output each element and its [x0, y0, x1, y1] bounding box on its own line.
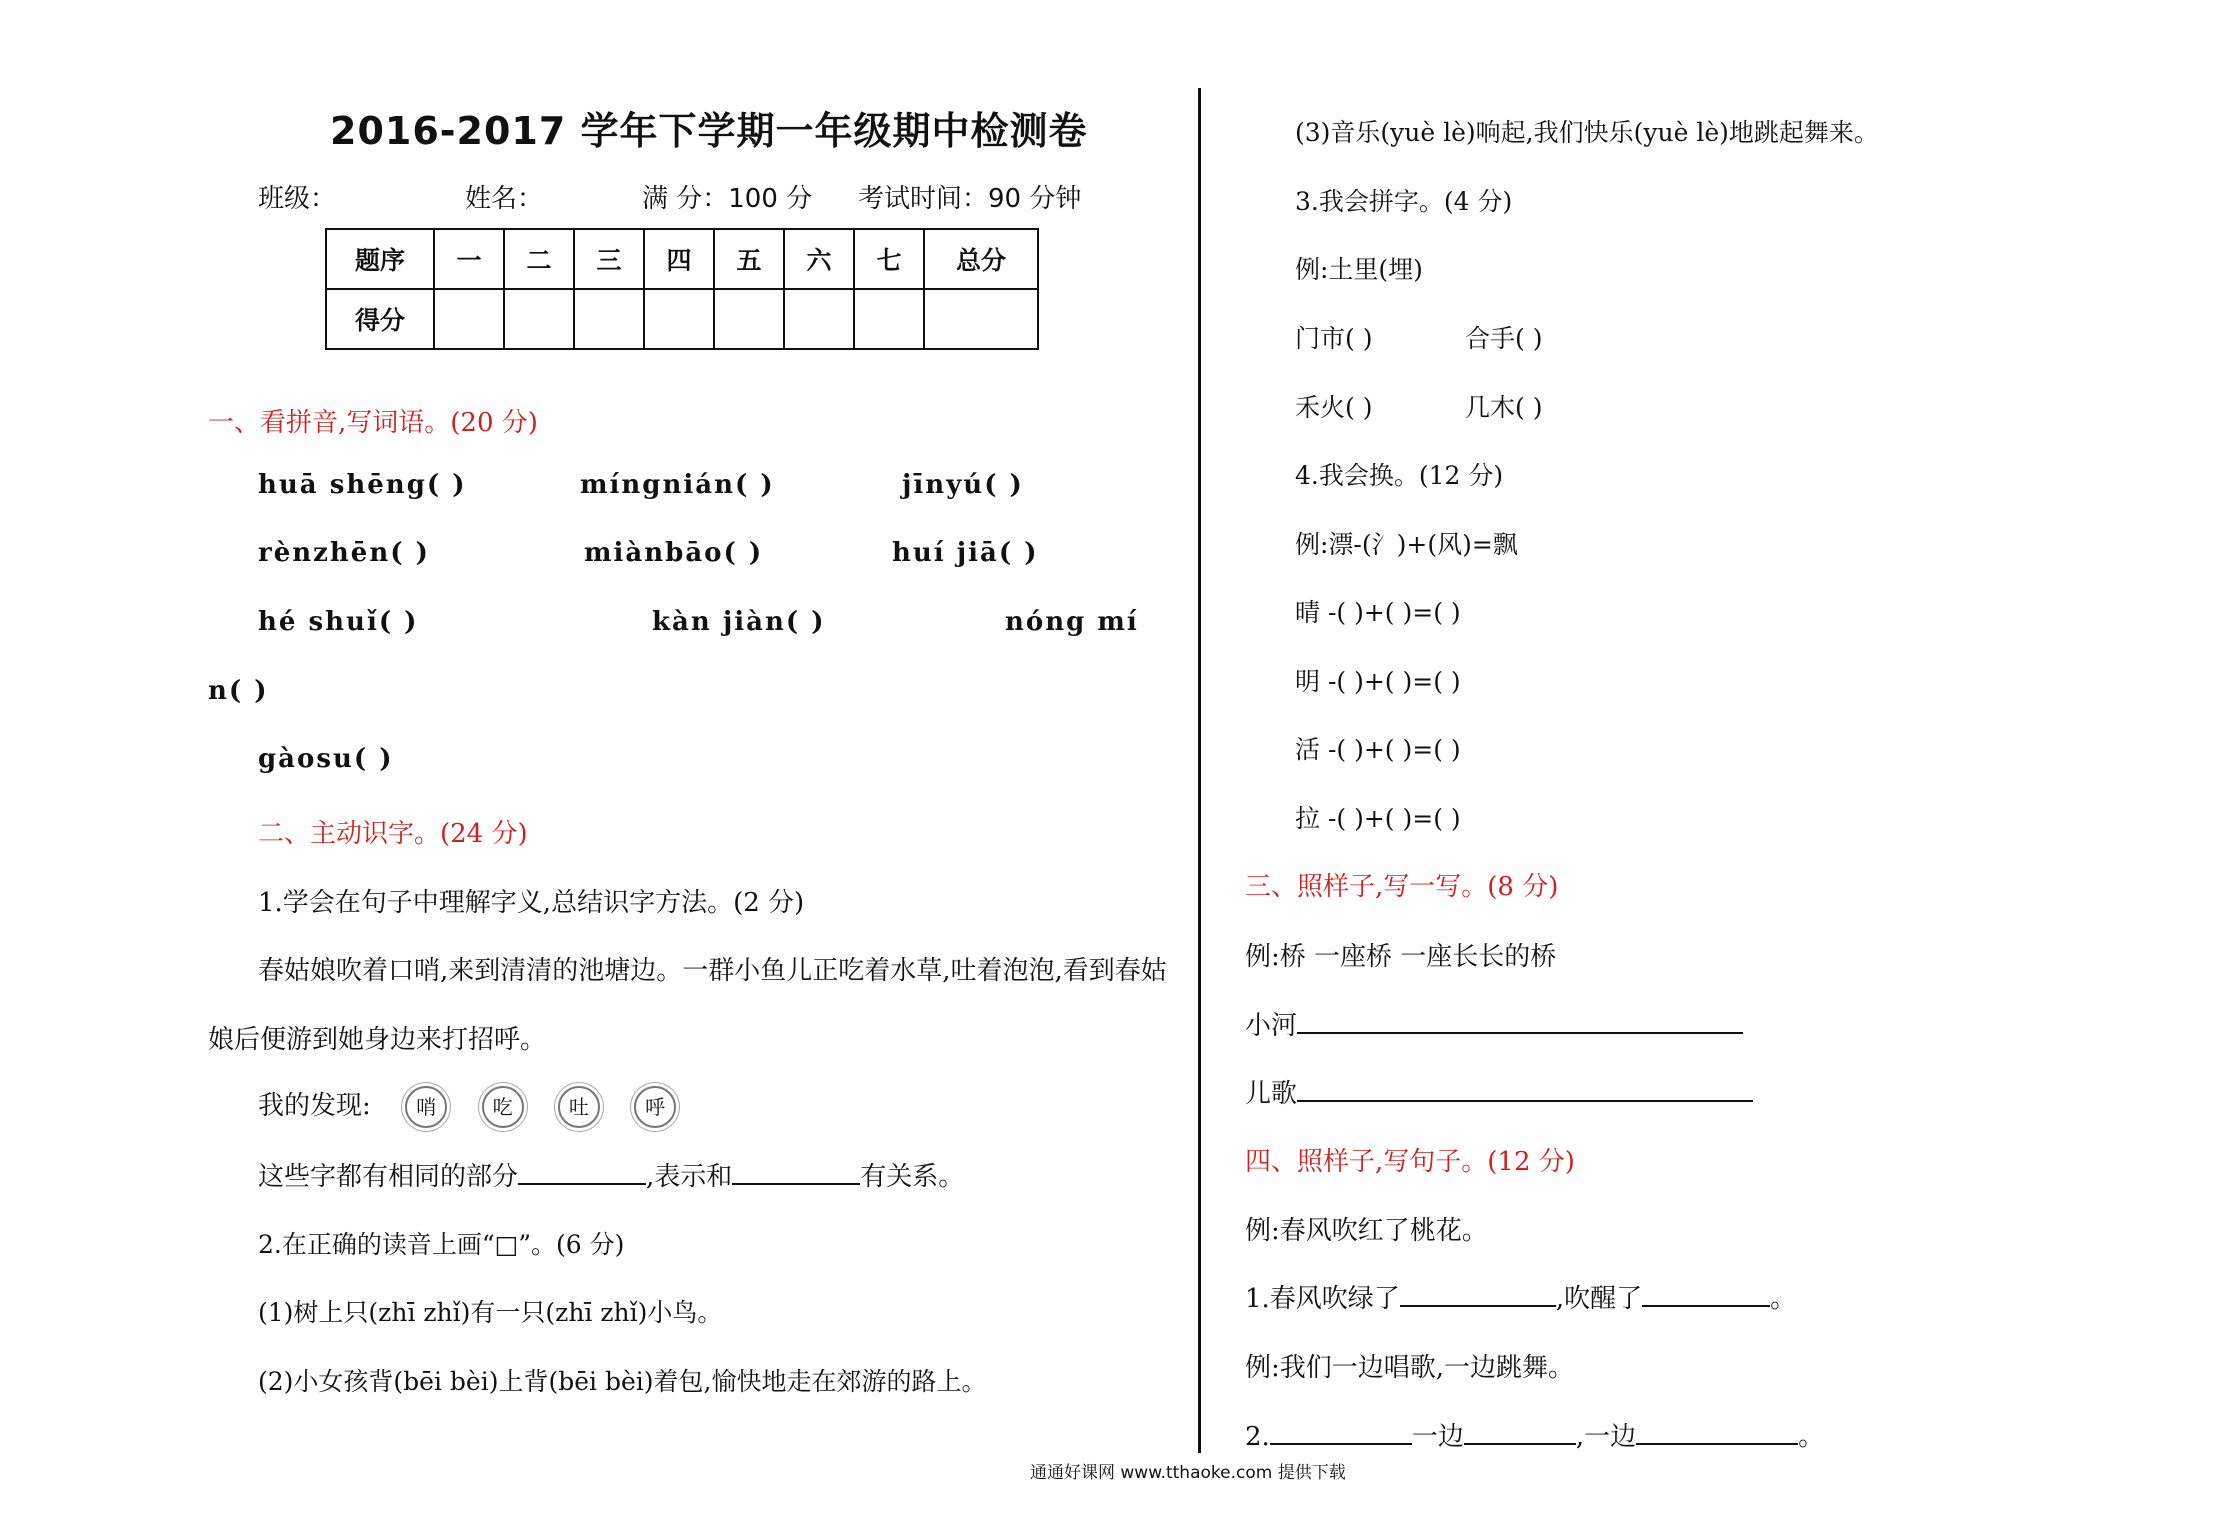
answer-blank[interactable]: [1642, 1283, 1770, 1307]
score-input-cell[interactable]: [574, 289, 644, 349]
discovery-row: [258, 1085, 702, 1128]
sentence-text: ,一边: [1575, 1422, 1637, 1452]
sentence-text: 有关系。: [860, 1162, 965, 1192]
circled-character: 吃: [482, 1086, 524, 1128]
table-cell: 五: [714, 229, 784, 289]
full-score: 满 分：100 分: [642, 184, 813, 214]
answer-blank[interactable]: [1636, 1421, 1798, 1445]
score-input-cell[interactable]: [434, 289, 504, 349]
score-input-cell[interactable]: [714, 289, 784, 349]
score-table: [325, 228, 1039, 350]
sentence-text: ,吹醒了: [1555, 1284, 1643, 1314]
question-4-example: 例:漂-(氵)+(风)=飘: [1295, 530, 1518, 559]
sentence-text: 。: [1798, 1422, 1825, 1452]
question-4-item: 拉 -( )+( )=( ): [1295, 804, 1461, 833]
table-cell: 七: [854, 229, 924, 289]
discovery-label: 我的发现:: [258, 1091, 371, 1121]
section-3-row: [1245, 1073, 1753, 1110]
question-3: 3.我会拼字。(4 分): [1295, 187, 1513, 216]
word-label: 儿歌: [1245, 1079, 1298, 1109]
score-input-cell[interactable]: [924, 289, 1038, 349]
section-4-example: 例:我们一边唱歌,一边跳舞。: [1245, 1353, 1575, 1383]
class-label: 班级：: [258, 184, 337, 214]
section-3-title: 三、照样子,写一写。(8 分): [1245, 872, 1559, 902]
pinyin-item: nóng mí: [1005, 607, 1139, 637]
table-cell: 一: [434, 229, 504, 289]
pinyin-item: miànbāo( ): [584, 538, 764, 568]
question-2-item: (3)音乐(yuè lè)响起,我们快乐(yuè lè)地跳起舞来。: [1295, 118, 1879, 147]
pinyin-item: huí jiā( ): [892, 538, 1039, 568]
score-table-header-row: [326, 229, 1038, 289]
passage-line: 娘后便游到她身边来打招呼。: [208, 1025, 547, 1055]
pinyin-item: jīnyú( ): [902, 470, 1024, 500]
table-cell: 题序: [326, 229, 434, 289]
question-1: 1.学会在句子中理解字义,总结识字方法。(2 分): [258, 888, 805, 918]
question-4-item: 晴 -( )+( )=( ): [1295, 598, 1461, 627]
exam-title: 2016-2017 学年下学期一年级期中检测卷: [330, 109, 1088, 153]
answer-blank[interactable]: [1297, 1010, 1743, 1034]
passage-line: 春姑娘吹着口哨,来到清清的池塘边。一群小鱼儿正吃着水草,吐着泡泡,看到春姑: [258, 956, 1167, 986]
question-2: 2.在正确的读音上画“□”。(6 分): [258, 1230, 625, 1259]
answer-blank[interactable]: [732, 1161, 860, 1185]
question-4-item: 活 -( )+( )=( ): [1295, 735, 1461, 764]
question-3-item: 几木( ): [1465, 393, 1543, 422]
section-4-title: 四、照样子,写句子。(12 分): [1245, 1147, 1575, 1177]
question-3-example: 例:土里(埋): [1295, 255, 1423, 284]
exam-time: 考试时间：90 分钟: [858, 184, 1082, 214]
question-2-item: (2)小女孩背(bēi bèi)上背(bēi bèi)着包,愉快地走在郊游的路上。: [258, 1367, 987, 1396]
circled-character: 呼: [634, 1086, 676, 1128]
question-4: 4.我会换。(12 分): [1295, 461, 1504, 490]
score-input-cell[interactable]: [854, 289, 924, 349]
sentence-text: 2.: [1245, 1422, 1270, 1452]
word-label: 小河: [1245, 1011, 1298, 1041]
sentence-text: 这些字都有相同的部分: [258, 1162, 519, 1192]
score-input-cell[interactable]: [784, 289, 854, 349]
question-3-item: 禾火( ): [1295, 393, 1373, 422]
table-cell: 三: [574, 229, 644, 289]
table-cell: 二: [504, 229, 574, 289]
question-4-item: 明 -( )+( )=( ): [1295, 667, 1461, 696]
score-input-cell[interactable]: [504, 289, 574, 349]
section-2-title: 二、主动识字。(24 分): [258, 819, 528, 849]
section-4-item: [1245, 1278, 1796, 1315]
name-label: 姓名：: [465, 184, 544, 214]
circled-character: 吐: [558, 1086, 600, 1128]
answer-blank[interactable]: [1464, 1421, 1576, 1445]
pinyin-item: kàn jiàn( ): [652, 607, 826, 637]
section-4-item: [1245, 1416, 1824, 1453]
sentence-text: 一边: [1411, 1422, 1464, 1452]
footer-source: 通通好课网 www.tthaoke.com 提供下载: [1030, 1463, 1346, 1483]
answer-blank[interactable]: [1297, 1078, 1753, 1102]
question-2-item: (1)树上只(zhī zhǐ)有一只(zhī zhǐ)小鸟。: [258, 1298, 723, 1327]
section-3-row: [1245, 1005, 1743, 1042]
column-divider: [1198, 88, 1201, 1453]
pinyin-item: huā shēng( ): [258, 470, 467, 500]
score-input-cell[interactable]: [644, 289, 714, 349]
pinyin-item: gàosu( ): [258, 744, 394, 774]
table-cell: 四: [644, 229, 714, 289]
table-cell: 六: [784, 229, 854, 289]
pinyin-item: n( ): [208, 676, 269, 706]
section-3-example: 例:桥 一座桥 一座长长的桥: [1245, 942, 1557, 972]
same-part-sentence: [258, 1156, 964, 1193]
sentence-text: 1.春风吹绿了: [1245, 1284, 1400, 1314]
sentence-text: 。: [1770, 1284, 1797, 1314]
question-3-item: 门市( ): [1295, 324, 1373, 353]
table-cell: 总分: [924, 229, 1038, 289]
score-table-score-row: [326, 289, 1038, 349]
section-1-title: 一、看拼音,写词语。(20 分): [208, 408, 538, 438]
answer-blank[interactable]: [518, 1161, 646, 1185]
circled-character: 哨: [405, 1086, 447, 1128]
pinyin-item: míngnián( ): [580, 470, 775, 500]
pinyin-item: hé shuǐ( ): [258, 607, 419, 637]
question-3-item: 合手( ): [1465, 324, 1543, 353]
pinyin-item: rènzhēn( ): [258, 538, 430, 568]
answer-blank[interactable]: [1270, 1421, 1412, 1445]
table-cell: 得分: [326, 289, 434, 349]
section-4-example: 例:春风吹红了桃花。: [1245, 1216, 1488, 1246]
answer-blank[interactable]: [1400, 1283, 1556, 1307]
sentence-text: ,表示和: [646, 1162, 733, 1192]
